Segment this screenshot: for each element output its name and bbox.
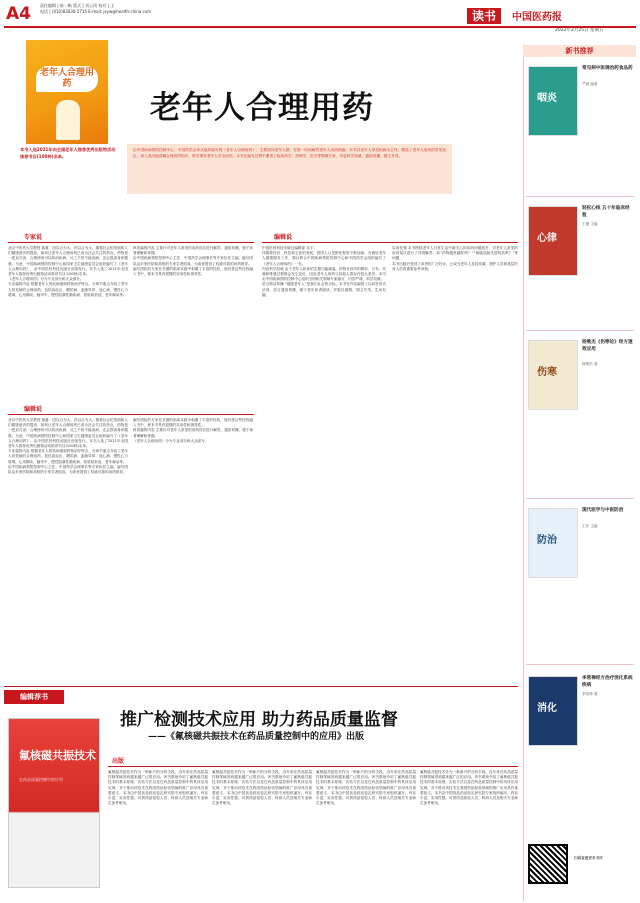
- bottom-cover-subtitle: 在药品质量控制中的应用: [19, 777, 63, 782]
- book-cover-label: 心律: [537, 233, 557, 244]
- article-text: 氟核磁共振技术作为一种新兴的分析手段，近年来在药品质量控制领域得到越来越广泛的应用。该书系统介绍了氟核磁共振技术的基本原理、实验方法以及在药品质量控制中的具体应用实例，对于推动该技术在我国药品检验领域的推广应用具有重要意义。本书由中国食品药品检定研究院专家组织编写，内容丰富，实用性强，可供药品检验人员、科研人员及相关专业师生参考使用。: [420, 770, 518, 806]
- book-cover-2: [528, 206, 578, 276]
- section-badge: 读书: [467, 8, 501, 24]
- book-author: 王健 主编: [582, 222, 598, 226]
- paragraph: 北京中医药大学教授 陈蔓：因以合为大，药以合为大。随着社会的发展和人们健康意识的提高，如何让老年人合理用药已成为社会关注的热点。药物是一把双刃剑，合理使用可以防治疾病，反之不但不能治病，还会损害身体健康。为此，中国疾病预防控制中心和国家卫生健康委员会组织编写了《老年人合理用药》，由中国医药科技出版社出版发行。本书入选了2021年全国老年人推荐优秀出版物活动推荐书目(100种)名单。: [8, 418, 128, 449]
- column-rule: [262, 242, 518, 243]
- editors-column-head-2: 编辑说: [274, 234, 293, 241]
- article-text: [262, 246, 386, 678]
- paragraph: 内容科学权威 由于老年人机体的生理功能减退，药物在体内的吸收、分布、代谢和排泄过程都会发生变化，因此老年人用药与其他人群存在较大差异。本书由中国疾病预防控制中心组织全国相关领域专家编写，内容严谨，科学权威。: [262, 266, 386, 282]
- article-text: 氟核磁共振技术作为一种新兴的分析手段，近年来在药品质量控制领域得到越来越广泛的应用。该书系统介绍了氟核磁共振技术的基本原理、实验方法以及在药品质量控制中的具体应用实例，对于推动该技术在我国药品检验领域的推广应用具有重要意义。本书由中国食品药品检定研究院专家组织编写，内容丰富，实用性强，可供药品检验人员、科研人员及相关专业师生参考使用。: [108, 770, 208, 806]
- intro-text: 由中国疾病预防控制中心、中国药学会牵头组织编写的《老年人合理用药》，主要面向老年人群，在第一时间解答老年人用药困惑。本书以老年人常见疾病为主线，精选了老年人用药的常见误区，深入浅出地讲解合理用药知识，科学指导老年人安全用药。本书在编写过程中邀请了临床药学、药理学、医学等领域专家，内容科学权威，通俗易懂，图文并茂。: [133, 148, 446, 158]
- header-rule: [4, 26, 636, 28]
- paragraph: 由中国疾病预防控制中心主任、中国药学会理事长等专家担任主编，编写团队由多家医院和高校的专家学者组成，为读者提供了权威可靠的用药指导。: [133, 256, 253, 266]
- article-text: 氟核磁共振技术作为一种新兴的分析手段，近年来在药品质量控制领域得到越来越广泛的应用。该书系统介绍了氟核磁共振技术的基本原理、实验方法以及在药品质量控制中的具体应用实例，对于推动该技术在我国药品检验领域的推广应用具有重要意义。本书由中国食品药品检定研究院专家组织编写，内容丰富，实用性强，可供药品检验人员、科研人员及相关专业师生参考使用。: [212, 770, 312, 806]
- book-cover-image: [26, 40, 108, 144]
- book-author: 李常禅 著: [582, 692, 598, 696]
- paragraph: 语言简洁易懂 “健康老年人”是我们社会的目标。本书在内容编排上以问答形式呈现，语言通俗易懂，便于老年读者阅读，并配以插图，图文并茂，生动有趣。: [262, 282, 386, 297]
- book-title: 常见病中医调治药食品药: [582, 66, 633, 71]
- sidebar-title: 新书推荐: [523, 45, 636, 57]
- contact-line: 电话 | (010)83030-5715 E-mail: jsyw@health-china.com: [40, 9, 152, 14]
- book-author: 杨维杰 著: [582, 362, 598, 366]
- bottom-title: 推广检测技术应用 助力药品质量监督: [120, 710, 398, 730]
- qr-code-icon[interactable]: [528, 844, 568, 884]
- issue-date: 2022年2月25日 星期五: [555, 28, 604, 33]
- paragraph: 北京中医药大学教授 陈蔓：因以合为大，药以合为大。随着社会的发展和人们健康意识的提高，如何让老年人合理用药已成为社会关注的热点。药物是一把双刃剑，合理使用可以防治疾病，反之不但不能治病，还会损害身体健康。为此，中国疾病预防控制中心和国家卫生健康委员会组织编写了《老年人合理用药》，由中国医药科技出版社出版发行。本书入选了2021年全国老年人推荐优秀出版物活动推荐书目(100种)名单。: [8, 246, 128, 277]
- masthead: 中国医药报: [512, 12, 562, 23]
- book-author: 严斌 编著: [582, 82, 598, 86]
- book-cover-label: 伤寒: [537, 367, 557, 378]
- header-meta: [40, 3, 300, 15]
- bottom-subtitle: ——《氟核磁共振技术在药品质量控制中的应用》出版: [148, 732, 365, 742]
- bottom-book-cover: [8, 718, 100, 888]
- paragraph: 编写团队的专家在长期的临床实践中积累了丰富的经验，他们将这些经验融入书中，使本书具有很强的实用性和指导性。: [133, 266, 253, 277]
- recommend-tag: 编辑荐书: [4, 690, 64, 704]
- cover-title: 老年人合理用药: [36, 66, 98, 92]
- paragraph: 中国医药科技出版社编辑部 吴宇：: [262, 246, 318, 250]
- cover-figure: [56, 100, 80, 140]
- sidebar-divider: [526, 498, 634, 499]
- qr-caption: 扫码查看更多书评: [574, 856, 603, 860]
- column-rule: [8, 414, 254, 415]
- paragraph: 《老年人合理用药》分为专业部分和大众部分。: [133, 438, 209, 443]
- cover-caption: 本书入选2021年向全国老年人推荐优秀出版物活动推荐书目(100种)名单。: [20, 147, 116, 159]
- sidebar: [523, 44, 636, 901]
- book-cover-1: [528, 66, 578, 136]
- book-cover-label: 咽炎: [537, 93, 557, 104]
- bottom-rule: [4, 686, 518, 687]
- paragraph: 由中国疾病预防控制中心主任、中国药学会理事长等专家担任主编，编写团队由多家医院和高校的专家学者组成，为读者提供了权威可靠的用药指导。: [8, 464, 128, 475]
- paragraph: 《老年人合理用药》分为专业部分和大众部分。: [8, 277, 84, 282]
- book-title: 现代医学与中医防治: [582, 508, 624, 513]
- paragraph: 专业篇的内容 根据老年人的疾病谱和药物治疗特点，分章节重点介绍了老年人常见病的合理用药，包括高血压、糖尿病、血脂异常、冠心病、慢性心力衰竭、心房颤动、脑卒中、慢性阻塞性肺疾病、骨质疏松症、老年痴呆等。: [8, 282, 128, 297]
- book-title: 李常禅经方治疗消化系统疾病: [582, 676, 633, 688]
- feature-title: 老年人合理用药: [150, 90, 374, 126]
- bottom-section-label: 出版: [112, 758, 125, 765]
- article-text: 氟核磁共振技术作为一种新兴的分析手段，近年来在药品质量控制领域得到越来越广泛的应用。该书系统介绍了氟核磁共振技术的基本原理、实验方法以及在药品质量控制中的具体应用实例，对于推动该技术在我国药品检验领域的推广应用具有重要意义。本书由中国食品药品检定研究院专家组织编写，内容丰富，实用性强，可供药品检验人员、科研人员及相关专业师生参考使用。: [316, 770, 416, 806]
- editors-column-head: 编辑说: [24, 406, 43, 413]
- paragraph: 编写团队的专家在长期的临床实践中积累了丰富的经验，他们将这些经验融入书中，使本书具有很强的实用性和指导性。: [133, 418, 253, 428]
- article-text: [8, 418, 128, 678]
- book-cover-label: 消化: [537, 703, 557, 714]
- book-cover-label: 防治: [537, 535, 557, 546]
- paragraph: 专业篇的内容 根据老年人的疾病谱和药物治疗特点，分章节重点介绍了老年人常见病的合理用药，包括高血压、糖尿病、血脂异常、冠心病、慢性心力衰竭、心房颤动、脑卒中、慢性阻塞性肺疾病、骨质疏松症、老年痴呆等。: [8, 449, 128, 464]
- sidebar-divider: [526, 330, 634, 331]
- book-author: 王东 主编: [582, 524, 598, 528]
- paragraph: 伴随着经济、科技和文化的发展，我国人口老龄化程度不断加深。为做好老年人健康服务工作，我社联合中国疾病预防控制中心和中国药学会组织编写了《老年人合理用药》一书。: [262, 251, 386, 266]
- paragraph: 科普篇的内容 主要针对老年人常见的用药误区进行解答，通俗易懂，便于读者理解和掌握。: [133, 428, 253, 438]
- book-cover-4: [528, 508, 578, 578]
- paragraph: 科普篇的内容 主要针对老年人常见的用药误区进行解答，通俗易懂，便于读者理解和掌握。: [133, 246, 253, 256]
- book-cover-3: [528, 340, 578, 410]
- paragraph: 本书出版后受到了读者的广泛好评，已成为老年人及其家属、照护人员和基层医务人员的重要参考读物。: [392, 261, 518, 271]
- column-rule: [108, 766, 518, 767]
- article-text: [392, 246, 518, 678]
- editor-line: 责任编辑 | 陈一帆 版式 | 刘云岗 校对 | 王: [40, 3, 115, 8]
- bottom-cover-title: 氟核磁共振技术: [19, 749, 96, 762]
- article-text: [133, 418, 253, 678]
- experts-column-head: 专家说: [24, 234, 43, 241]
- column-rule: [8, 242, 254, 243]
- sidebar-divider: [526, 196, 634, 197]
- article-text: [8, 246, 128, 394]
- book-cover-5: [528, 676, 578, 746]
- page-number: A4: [6, 4, 31, 24]
- article-text: [133, 246, 253, 394]
- sidebar-divider: [526, 664, 634, 665]
- paragraph: 实用性强 本书围绕老年人日常生活中最关心的用药问题展开，对老年人常见的用药误区进行了详细解答，如“药物越贵越好吗？”“保健品能代替药品吗？”等问题。: [392, 246, 518, 261]
- book-title: 轻松心线 五十年临床经验: [582, 206, 630, 218]
- book-title: 杨维杰《伤寒论》经方速效应用: [582, 340, 633, 352]
